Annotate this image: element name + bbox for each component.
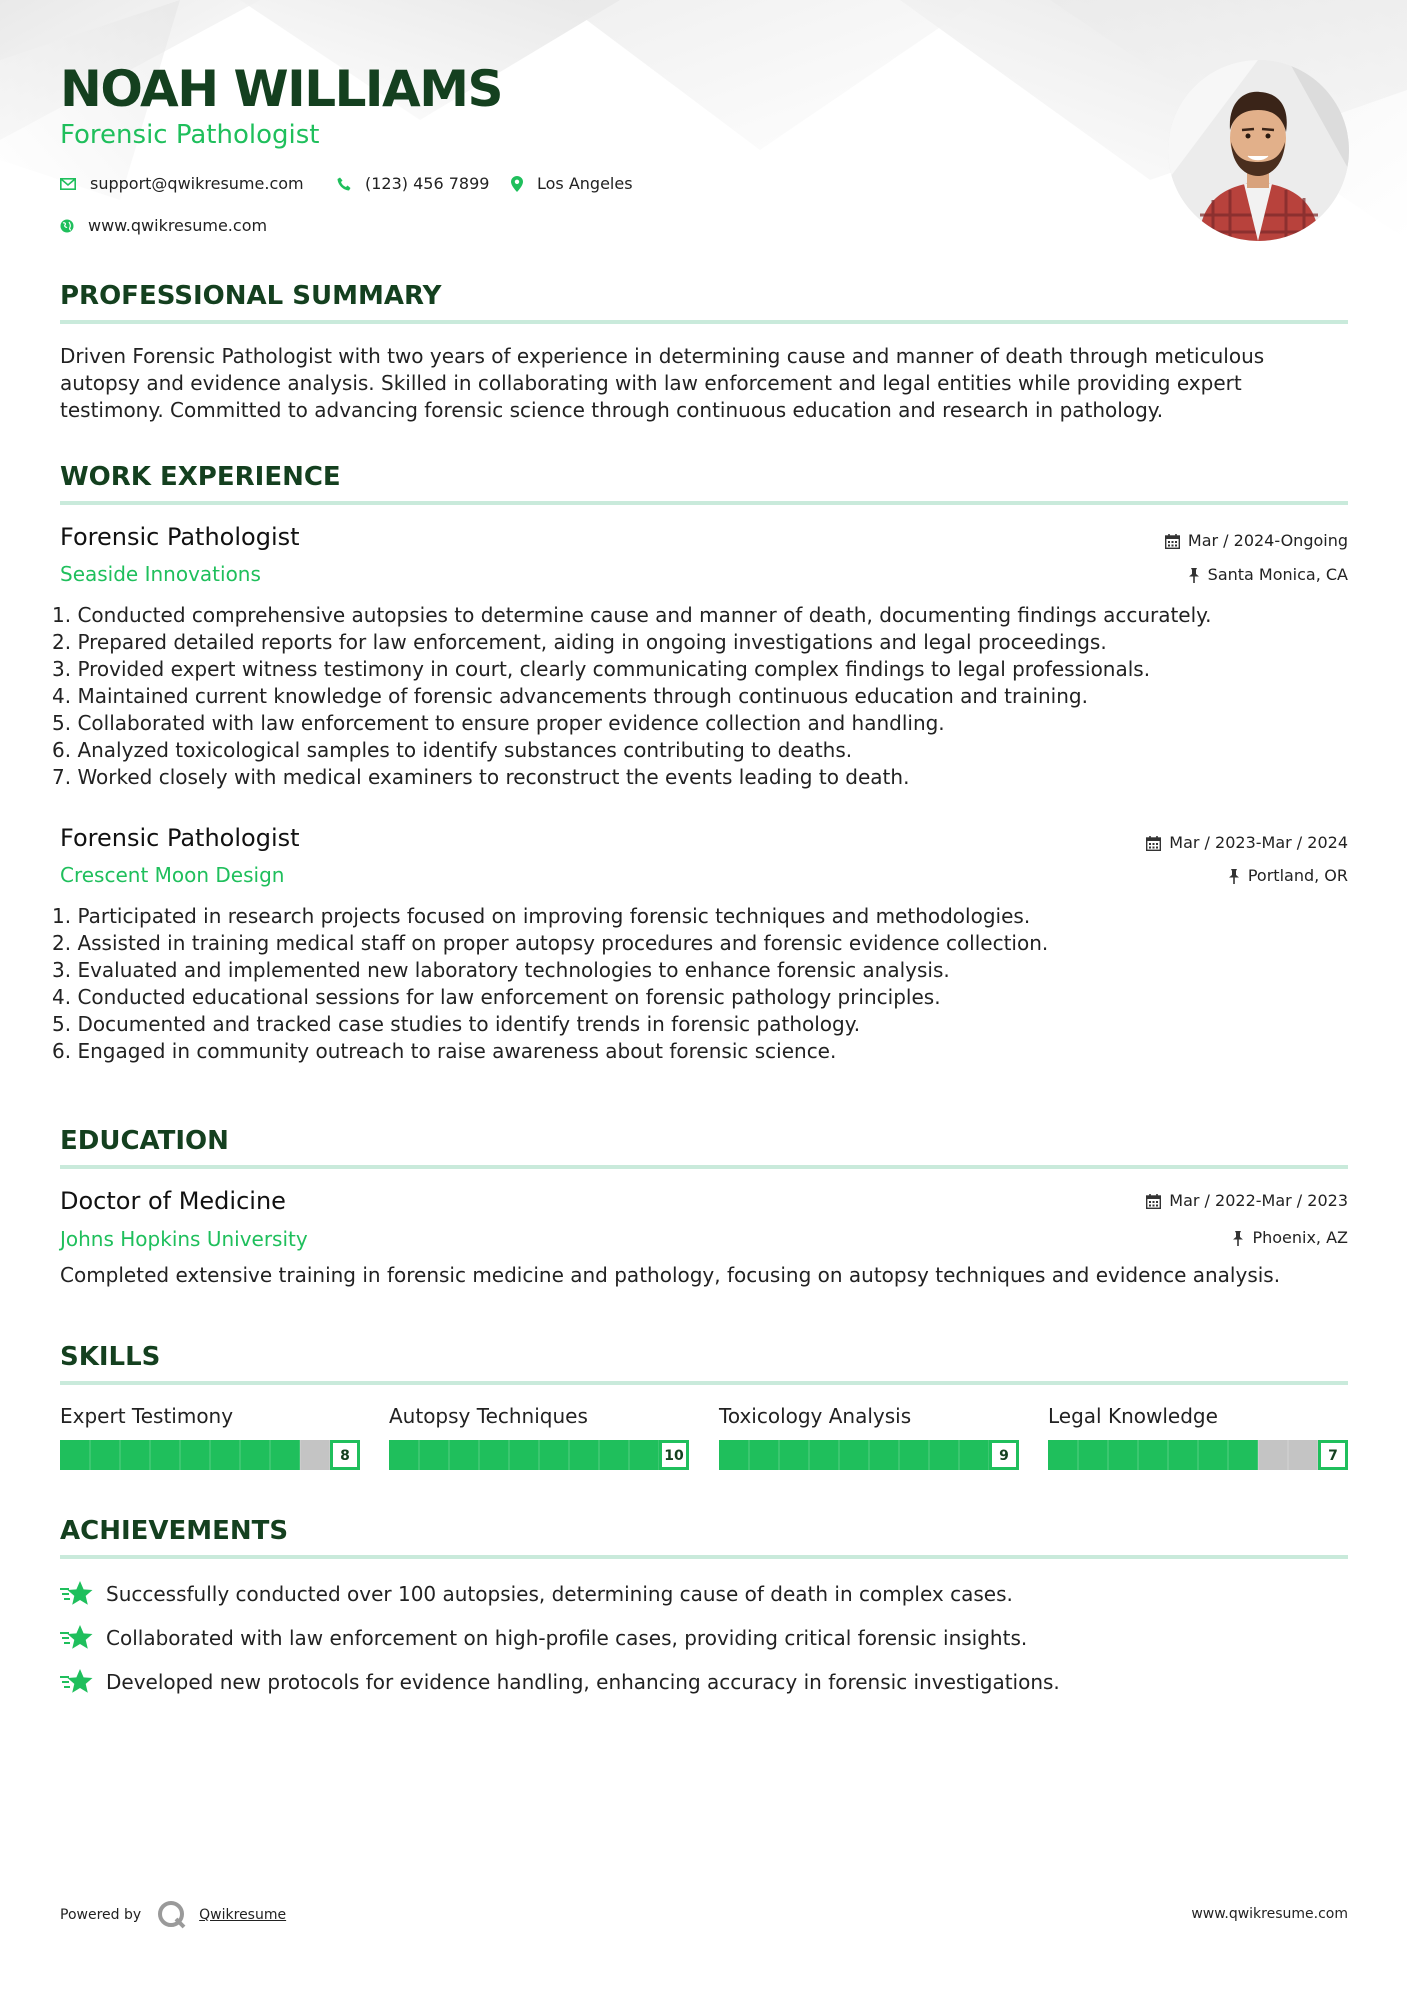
contact-email[interactable]	[60, 173, 304, 195]
list-item: 1. Conducted comprehensive autopsies to determine cause and manner of death, documenting findings accurately.	[52, 603, 1212, 627]
skill-bar	[389, 1440, 689, 1470]
school-name: Johns Hopkins University	[60, 1227, 308, 1251]
achievement-text: Developed new protocols for evidence handling, enhancing accuracy in forensic investigations.	[106, 1670, 1060, 1694]
list-item: 3. Provided expert witness testimony in court, clearly communicating complex findings to legal professionals.	[52, 657, 1151, 681]
job-dates	[1146, 832, 1348, 854]
phone-icon	[337, 177, 351, 191]
email-text: support@qwikresume.com	[90, 174, 304, 193]
skills-heading: SKILLS	[60, 1342, 161, 1372]
list-item: 2. Assisted in training medical staff on proper autopsy procedures and forensic evidence collection.	[52, 931, 1049, 955]
job-location-text: Santa Monica, CA	[1207, 565, 1348, 584]
skill-name: Autopsy Techniques	[389, 1404, 588, 1428]
list-item: 7. Worked closely with medical examiners to reconstruct the events leading to death.	[52, 765, 910, 789]
calendar-icon	[1165, 534, 1180, 549]
skill-level-label: 9	[999, 1448, 1009, 1464]
skill-bar	[1048, 1440, 1348, 1470]
achievement-item	[60, 1624, 1027, 1652]
experience-divider	[60, 501, 1348, 505]
location-text: Los Angeles	[537, 174, 633, 193]
list-item: 2. Prepared detailed reports for law enforcement, aiding in ongoing investigations and legal proceedings.	[52, 630, 1107, 654]
list-item: 1. Participated in research projects focused on improving forensic techniques and methodologies.	[52, 904, 1031, 928]
candidate-name: NOAH WILLIAMS	[60, 60, 502, 118]
skills-divider	[60, 1381, 1348, 1385]
qwikresume-link[interactable]: Qwikresume	[199, 1907, 287, 1923]
qwikresume-logo-icon	[157, 1900, 187, 1930]
job-dates-text: Mar / 2024-Ongoing	[1187, 531, 1348, 550]
education-description: Completed extensive training in forensic medicine and pathology, focusing on autopsy techniques and evidence analysis.	[60, 1263, 1281, 1287]
map-pin-icon	[511, 176, 523, 192]
degree-title: Doctor of Medicine	[60, 1187, 286, 1215]
achievement-item	[60, 1580, 1013, 1608]
envelope-icon	[60, 178, 76, 190]
job-bullets	[52, 903, 1352, 1065]
contact-phone[interactable]	[337, 173, 489, 195]
achievement-item	[60, 1668, 1060, 1696]
summary-text: Driven Forensic Pathologist with two years of experience in determining cause and manner of death through meticulous autopsy and evidence analysis. Skilled in collaborating with law enforcement and legal entities while providing expert testimony. Committed to advancing forensic science through continuous education and research in pathology.	[60, 344, 1265, 422]
candidate-title: Forensic Pathologist	[60, 120, 320, 150]
profile-photo	[1168, 60, 1349, 241]
skill-bar-fill	[719, 1440, 989, 1470]
skill-name: Legal Knowledge	[1048, 1404, 1218, 1428]
phone-text: (123) 456 7899	[365, 174, 490, 193]
job-company: Seaside Innovations	[60, 562, 261, 586]
website-text: www.qwikresume.com	[88, 216, 268, 235]
job-bullets	[52, 602, 1352, 791]
job-location	[1228, 865, 1348, 887]
calendar-icon	[1146, 1194, 1161, 1209]
skill-bar	[60, 1440, 360, 1470]
job-dates-text: Mar / 2023-Mar / 2024	[1169, 833, 1348, 852]
contact-location	[511, 173, 633, 195]
star-award-icon	[60, 1624, 94, 1652]
list-item: 5. Collaborated with law enforcement to ensure proper evidence collection and handling.	[52, 711, 945, 735]
pushpin-icon	[1188, 568, 1200, 583]
list-item: 6. Engaged in community outreach to raise awareness about forensic science.	[52, 1039, 837, 1063]
list-item: 5. Documented and tracked case studies to identify trends in forensic pathology.	[52, 1012, 861, 1036]
education-dates-text: Mar / 2022-Mar / 2023	[1169, 1191, 1348, 1210]
achievements-divider	[60, 1555, 1348, 1559]
footer-powered-by	[60, 1900, 286, 1930]
skill-bar-fill	[1048, 1440, 1258, 1470]
list-item: 6. Analyzed toxicological samples to identify substances contributing to deaths.	[52, 738, 853, 762]
education-location	[1232, 1227, 1348, 1249]
job-title: Forensic Pathologist	[60, 523, 300, 551]
globe-icon	[60, 219, 74, 233]
star-award-icon	[60, 1668, 94, 1696]
powered-by-label: Powered by	[60, 1907, 142, 1923]
list-item: 4. Maintained current knowledge of forensic advancements through continuous education and training.	[52, 684, 1088, 708]
education-location-text: Phoenix, AZ	[1252, 1228, 1348, 1247]
experience-heading: WORK EXPERIENCE	[60, 462, 341, 492]
job-dates	[1165, 530, 1348, 552]
star-award-icon	[60, 1580, 94, 1608]
skill-level-label: 8	[340, 1448, 350, 1464]
skill-level-label: 10	[664, 1448, 684, 1464]
job-title: Forensic Pathologist	[60, 824, 300, 852]
education-divider	[60, 1165, 1348, 1169]
calendar-icon	[1146, 836, 1161, 851]
achievements-heading: ACHIEVEMENTS	[60, 1516, 289, 1546]
list-item: 4. Conducted educational sessions for law enforcement on forensic pathology principles.	[52, 985, 941, 1009]
job-company: Crescent Moon Design	[60, 863, 285, 887]
footer-url[interactable]: www.qwikresume.com	[1191, 1906, 1348, 1922]
contact-website[interactable]	[60, 215, 267, 237]
pushpin-icon	[1232, 1231, 1244, 1246]
skill-bar	[719, 1440, 1019, 1470]
achievement-text: Collaborated with law enforcement on high-profile cases, providing critical forensic insights.	[106, 1626, 1028, 1650]
education-dates	[1146, 1190, 1348, 1212]
skill-level-label: 7	[1328, 1448, 1338, 1464]
list-item: 3. Evaluated and implemented new laboratory technologies to enhance forensic analysis.	[52, 958, 950, 982]
skill-name: Expert Testimony	[60, 1404, 234, 1428]
summary-divider	[60, 320, 1348, 324]
summary-heading: PROFESSIONAL SUMMARY	[60, 281, 442, 311]
achievement-text: Successfully conducted over 100 autopsies, determining cause of death in complex cases.	[106, 1582, 1013, 1606]
education-heading: EDUCATION	[60, 1126, 229, 1156]
job-location-text: Portland, OR	[1247, 866, 1348, 885]
pushpin-icon	[1228, 869, 1240, 884]
job-location	[1188, 564, 1348, 586]
skill-name: Toxicology Analysis	[719, 1404, 912, 1428]
